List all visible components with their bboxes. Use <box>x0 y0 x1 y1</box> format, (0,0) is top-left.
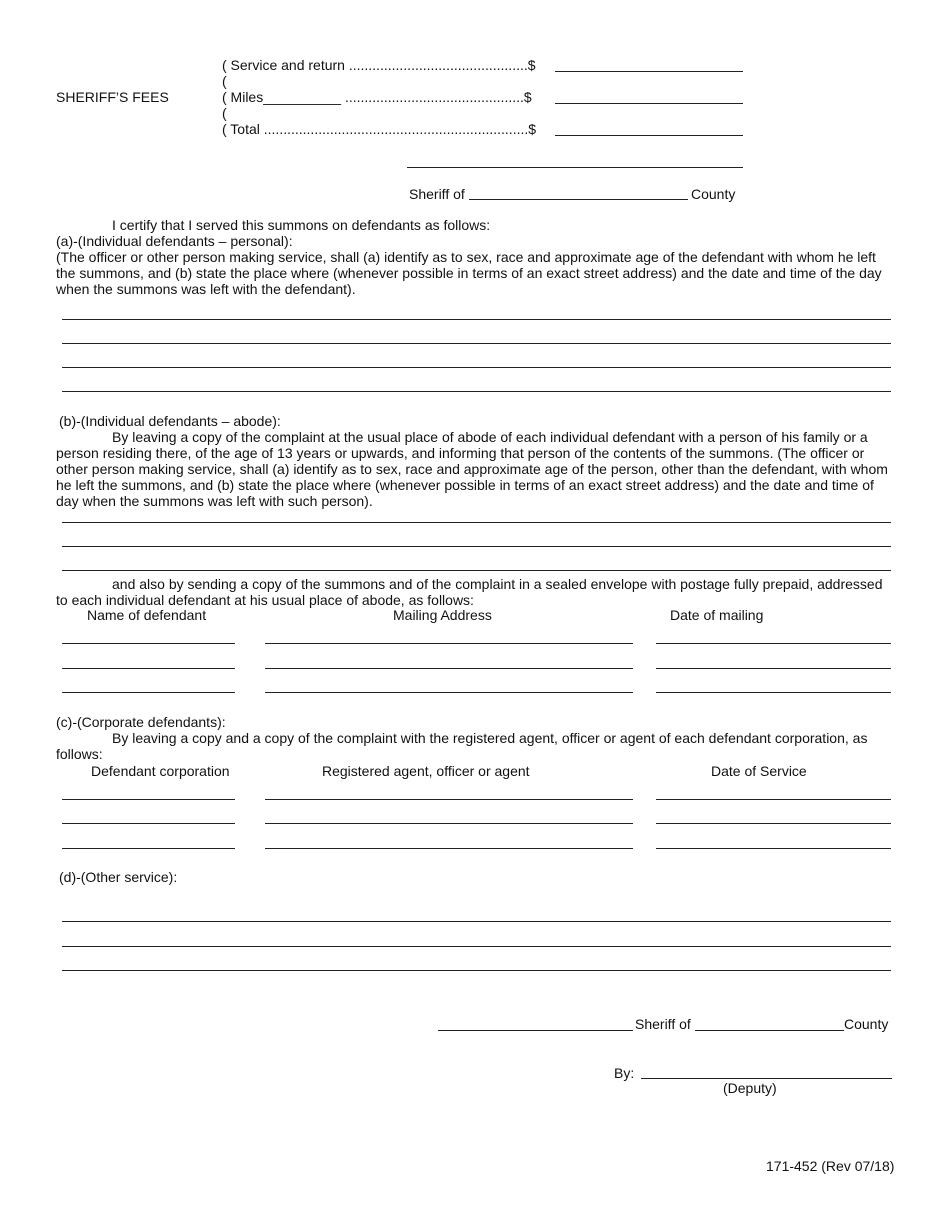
defendant-name-field[interactable] <box>62 643 235 644</box>
total-label: ( Total ....................................................................$ <box>222 121 537 137</box>
defendant-corporation-field[interactable] <box>62 799 235 800</box>
county-label: County <box>691 186 736 202</box>
date-of-service-field[interactable] <box>656 799 891 800</box>
section-c-heading: (c)-(Corporate defendants): <box>56 714 226 730</box>
miles-label: ( Miles__________ ..............................................$ <box>222 89 532 105</box>
county-label: County <box>844 1016 889 1032</box>
date-of-mailing-field[interactable] <box>656 643 891 644</box>
section-a-heading: (a)-(Individual defendants – personal): <box>56 233 293 249</box>
mailing-address-field[interactable] <box>265 643 633 644</box>
service-and-return-label: ( Service and return ..............................................$ <box>222 57 536 73</box>
defendant-name-field[interactable] <box>62 668 235 669</box>
date-of-mailing-field[interactable] <box>656 692 891 693</box>
column-header-registered-agent: Registered agent, officer or agent <box>322 763 530 779</box>
county-name-field[interactable] <box>695 1030 844 1031</box>
column-header-mailing-address: Mailing Address <box>393 607 492 623</box>
column-header-date-of-mailing: Date of mailing <box>670 607 764 623</box>
column-header-date-of-service: Date of Service <box>711 763 807 779</box>
section-d-entry-line[interactable] <box>62 921 891 922</box>
section-d-heading: (d)-(Other service): <box>59 869 178 885</box>
section-a-instructions: (The officer or other person making service, shall (a) identify as to sex, race and approximate age of the defendant with whom he left the summons, and (b) state the place where (whenever possible in terms of an exact street address) and the date and time of the day when the summons was left with the defendant). <box>56 249 882 297</box>
section-b-entry-line[interactable] <box>62 546 891 547</box>
fees-bracket: ( <box>222 105 227 121</box>
section-a-entry-line[interactable] <box>62 367 891 368</box>
date-of-service-field[interactable] <box>656 848 891 849</box>
county-name-field[interactable] <box>469 199 688 200</box>
mailing-address-field[interactable] <box>265 668 633 669</box>
sheriff-signature-line[interactable] <box>438 1030 633 1031</box>
registered-agent-field[interactable] <box>265 799 633 800</box>
sheriffs-fees-label: SHERIFF’S FEES <box>56 89 169 105</box>
sheriff-of-label: Sheriff of <box>635 1016 691 1032</box>
section-a-entry-line[interactable] <box>62 319 891 320</box>
section-b-entry-line[interactable] <box>62 522 891 523</box>
certify-statement: I certify that I served this summons on defendants as follows: <box>112 217 491 233</box>
registered-agent-field[interactable] <box>265 848 633 849</box>
section-a-entry-line[interactable] <box>62 343 891 344</box>
service-and-return-amount-field[interactable] <box>555 71 743 72</box>
defendant-corporation-field[interactable] <box>62 848 235 849</box>
form-number: 171-452 (Rev 07/18) <box>766 1158 895 1174</box>
date-of-mailing-field[interactable] <box>656 668 891 669</box>
section-c-instructions: By leaving a copy and a copy of the complaint with the registered agent, officer or agent of each defendant corporation, as follows: <box>56 730 868 762</box>
registered-agent-field[interactable] <box>265 823 633 824</box>
section-a-entry-line[interactable] <box>62 391 891 392</box>
column-header-name-of-defendant: Name of defendant <box>87 607 207 623</box>
date-of-service-field[interactable] <box>656 823 891 824</box>
section-d-entry-line[interactable] <box>62 970 891 971</box>
defendant-corporation-field[interactable] <box>62 823 235 824</box>
sheriff-signature-line[interactable] <box>407 167 743 168</box>
mailing-address-field[interactable] <box>265 692 633 693</box>
sheriff-of-label: Sheriff of <box>409 186 465 202</box>
total-amount-field[interactable] <box>555 135 743 136</box>
fees-bracket: ( <box>222 73 227 89</box>
section-d-entry-line[interactable] <box>62 946 891 947</box>
miles-amount-field[interactable] <box>555 103 743 104</box>
section-b-instructions: By leaving a copy of the complaint at the usual place of abode of each individual defendant with a person of his family or a person residing there, of the age of 13 years or upwards, and informing that person of the contents of the summons. (The officer or other person making service, shall (a) identify as to sex, race and approximate age of the person, other than the defendant, with whom he left the summons, and (b) state the place where (whenever possible in terms of an exact street address) and the date and time of day when the summons was left with such person). <box>56 429 888 509</box>
column-header-defendant-corporation: Defendant corporation <box>91 763 230 779</box>
deputy-label: (Deputy) <box>723 1080 777 1096</box>
section-b-entry-line[interactable] <box>62 570 891 571</box>
section-b-mailing-text: and also by sending a copy of the summons and of the complaint in a sealed envelope with postage fully prepaid, addressed to each individual defendant at his usual place of abode, as follows: <box>56 576 883 608</box>
deputy-signature-line[interactable] <box>641 1078 892 1079</box>
by-label: By: <box>614 1065 635 1081</box>
defendant-name-field[interactable] <box>62 692 235 693</box>
section-b-heading: (b)-(Individual defendants – abode): <box>59 413 281 429</box>
